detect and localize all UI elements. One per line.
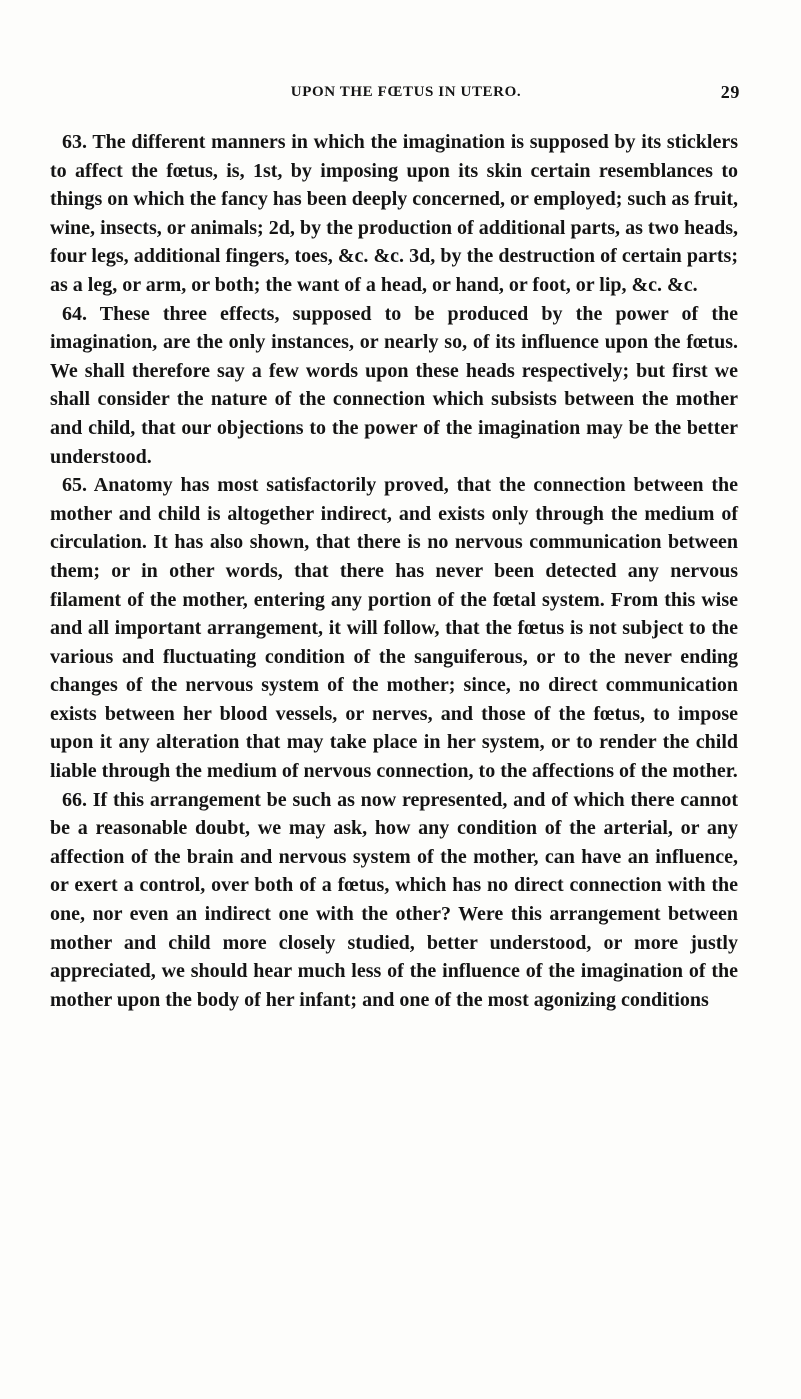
paragraph-64: 64. These three effects, supposed to be produced by the power of the imagination, are the only instances, or nearly so, of its influence upon the fœtus. We shall therefore say a few words upon these heads respectively; but first we shall consider the nature of the connection which subsists between the mother and child, that our objections to the power of the imagination may be the better understood.	[50, 302, 738, 468]
running-head	[62, 82, 750, 104]
paragraph-66: 66. If this arrangement be such as now represented, and of which there cannot be a reasonable doubt, we may ask, how any condition of the arterial, or any affection of the brain and nervous system of the mother, can have an influence, or exert a control, over both of a fœtus, which has no direct connection with the one, nor even an indirect one with the other? Were this arrangement between mother and child more closely studied, better understood, or more justly appreciated, we should hear much less of the influence of the imagination of the mother upon the body of her infant; and one of the most agonizing conditions	[50, 788, 738, 1011]
paragraph-65: 65. Anatomy has most satisfactorily proved, that the connection between the mother and child is altogether indirect, and exists only through the medium of circulation. It has also shown, that there is no nervous communication between them; or in other words, that there has never been detected any nervous filament of the mother, entering any portion of the fœtal system. From this wise and all important arrangement, it will follow, that the fœtus is not subject to the various and fluctuating condition of the sanguiferous, or to the never ending changes of the nervous system of the mother; since, no direct communication exists between her blood vessels, or nerves, and those of the fœtus, to impose upon it any alteration that may take place in her system, or to render the child liable through the medium of nervous connection, to the affections of the mother.	[50, 474, 738, 783]
running-title: UPON THE FŒTUS IN UTERO.	[290, 84, 522, 100]
page-number: 29	[720, 82, 740, 102]
paragraph-63: 63. The different manners in which the imagination is supposed by its sticklers to affect the fœtus, is, 1st, by imposing upon its skin certain resemblances to things on which the fancy has been deeply concerned, or employed; such as fruit, wine, insects, or animals; 2d, by the production of additional parts, as two heads, four legs, additional fingers, toes, &c. &c. 3d, by the destruction of certain parts; as a leg, or arm, or both; the want of a head, or hand, or foot, or lip, &c. &c.	[50, 131, 738, 296]
body-text	[50, 128, 738, 1014]
